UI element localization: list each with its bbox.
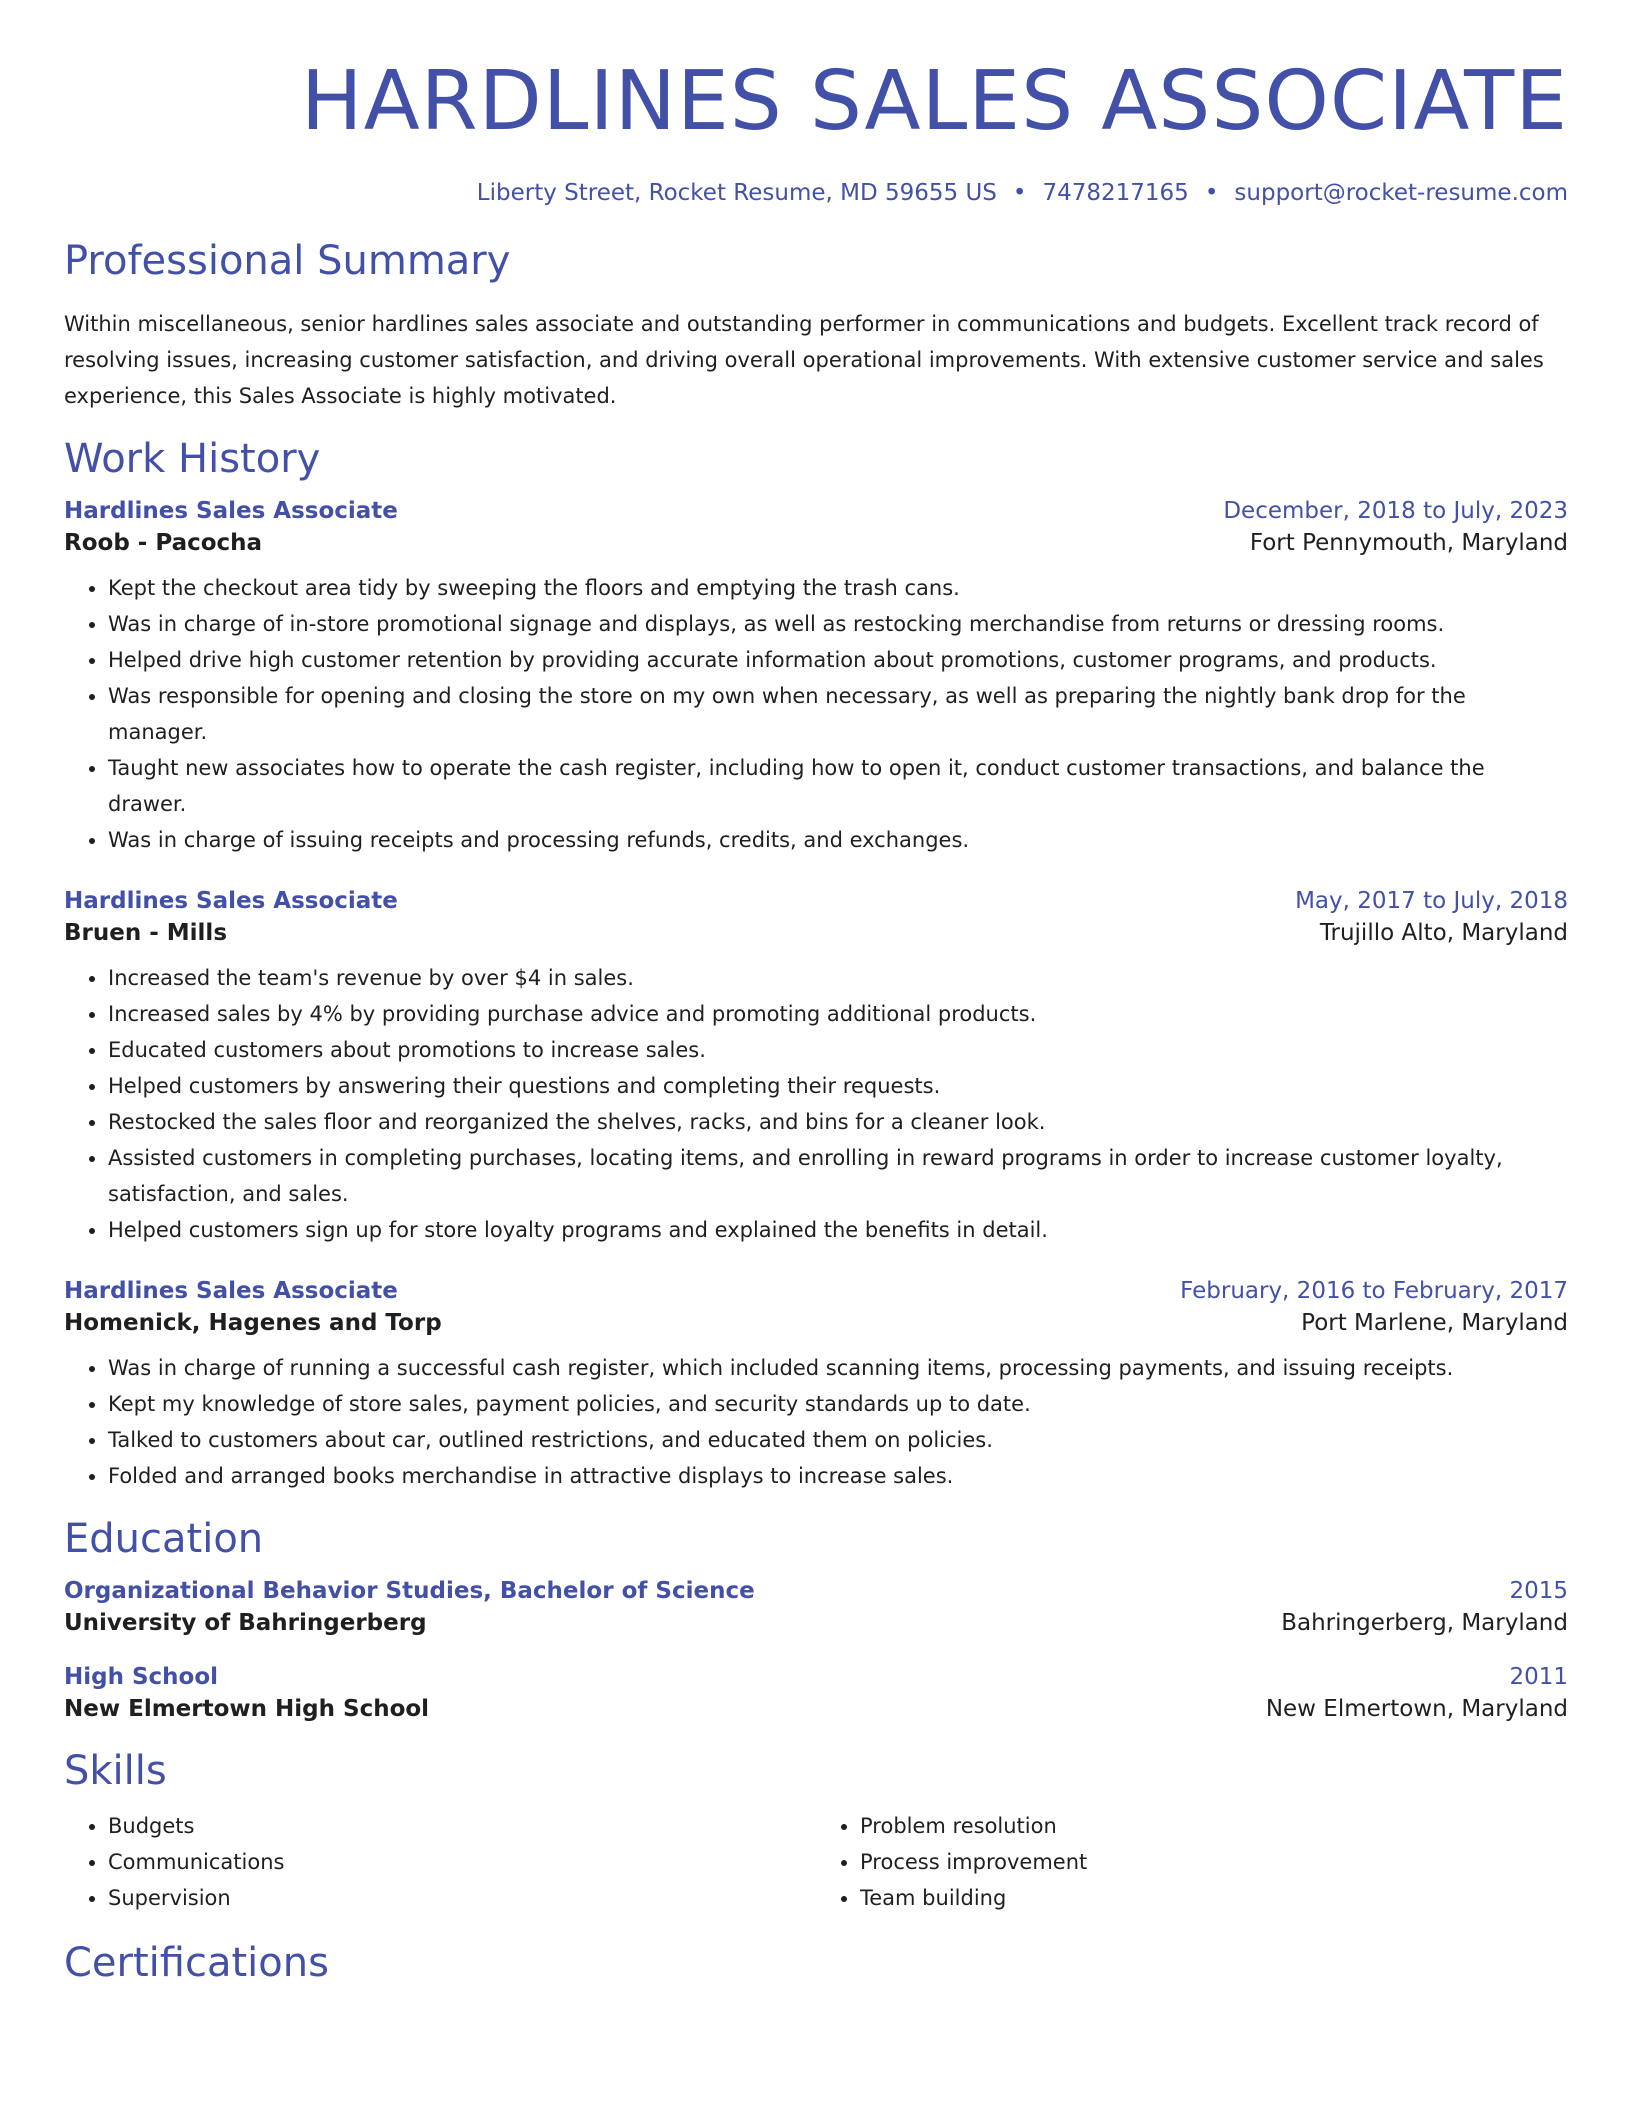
job-location: Trujillo Alto, Maryland bbox=[1319, 920, 1568, 946]
contact-phone: 7478217165 bbox=[1042, 180, 1189, 206]
education-location: New Elmertown, Maryland bbox=[1265, 1696, 1568, 1722]
job-bullet: • Helped customers by answering their questions and completing their requests. bbox=[108, 1068, 1568, 1104]
skills-columns bbox=[64, 1808, 1568, 1916]
job-bullet: • Restocked the sales floor and reorganized the shelves, racks, and bins for a cleaner look. bbox=[108, 1104, 1568, 1140]
section-title-certifications: Certifications bbox=[64, 1940, 329, 1986]
job-subheader bbox=[64, 1310, 1568, 1336]
education-location: Bahringerberg, Maryland bbox=[1281, 1610, 1568, 1636]
job-subheader bbox=[64, 530, 1568, 556]
section-title-education: Education bbox=[64, 1516, 264, 1562]
job-header bbox=[64, 888, 1568, 914]
skills-list-left bbox=[64, 1808, 816, 1916]
skill-item: • Budgets bbox=[108, 1808, 816, 1844]
section-title-summary: Professional Summary bbox=[64, 238, 511, 284]
job-title: Hardlines Sales Associate bbox=[64, 888, 398, 914]
education-header bbox=[64, 1664, 1568, 1690]
education-subheader bbox=[64, 1696, 1568, 1722]
skills-section bbox=[64, 1746, 1568, 1916]
job-bullet: • Assisted customers in completing purchases, locating items, and enrolling in reward programs in order to increase customer loyalty, satisfaction, and sales. bbox=[108, 1140, 1568, 1212]
skill-item: • Supervision bbox=[108, 1880, 816, 1916]
job-entry bbox=[64, 888, 1568, 1248]
skill-item: • Communications bbox=[108, 1844, 816, 1880]
job-bullet: • Kept the checkout area tidy by sweeping the floors and emptying the trash cans. bbox=[108, 570, 1568, 606]
job-bullet: • Kept my knowledge of store sales, payment policies, and security standards up to date. bbox=[108, 1386, 1568, 1422]
job-company: Bruen - Mills bbox=[64, 920, 228, 946]
job-bullet: • Taught new associates how to operate the cash register, including how to open it, conduct customer transactions, and balance the drawer. bbox=[108, 750, 1568, 822]
resume-title: HARDLINES SALES ASSOCIATE bbox=[300, 54, 1568, 149]
contact-separator: • bbox=[1204, 180, 1219, 206]
education-entry bbox=[64, 1664, 1568, 1722]
job-title: Hardlines Sales Associate bbox=[64, 1278, 398, 1304]
job-company: Roob - Pacocha bbox=[64, 530, 263, 556]
job-bullet: • Was in charge of issuing receipts and processing refunds, credits, and exchanges. bbox=[108, 822, 1568, 858]
education-school: New Elmertown High School bbox=[64, 1696, 430, 1722]
job-bullet: • Increased sales by 4% by providing purchase advice and promoting additional products. bbox=[108, 996, 1568, 1032]
summary-text: Within miscellaneous, senior hardlines sales associate and outstanding performer in communications and budgets. Excellent track record of resolving issues, increasing customer satisfaction, and driving overall operational improvements. With extensive customer service and sales experience, this Sales Associate is highly motivated. bbox=[64, 312, 1544, 408]
job-dates: February, 2016 to February, 2017 bbox=[1180, 1278, 1568, 1304]
job-bullet: • Helped drive high customer retention by providing accurate information about promotions, customer programs, and products. bbox=[108, 642, 1568, 678]
contact-separator: • bbox=[1012, 180, 1027, 206]
job-bullets bbox=[64, 960, 1568, 1248]
skill-item: • Process improvement bbox=[860, 1844, 1568, 1880]
education-degree: High School bbox=[64, 1664, 219, 1690]
job-subheader bbox=[64, 920, 1568, 946]
job-title: Hardlines Sales Associate bbox=[64, 498, 398, 524]
education-school: University of Bahringerberg bbox=[64, 1610, 427, 1636]
education-header bbox=[64, 1578, 1568, 1604]
job-bullets bbox=[64, 570, 1568, 858]
job-location: Port Marlene, Maryland bbox=[1301, 1310, 1568, 1336]
education-year: 2011 bbox=[1509, 1664, 1568, 1690]
job-entry bbox=[64, 1278, 1568, 1494]
job-bullet: • Helped customers sign up for store loyalty programs and explained the benefits in detail. bbox=[108, 1212, 1568, 1248]
section-title-skills: Skills bbox=[64, 1748, 167, 1794]
summary-section bbox=[64, 236, 1568, 414]
contact-line bbox=[64, 178, 1568, 208]
job-bullet: • Increased the team's revenue by over $4 in sales. bbox=[108, 960, 1568, 996]
job-header bbox=[64, 498, 1568, 524]
work-section bbox=[64, 434, 1568, 1494]
job-bullet: • Talked to customers about car, outlined restrictions, and educated them on policies. bbox=[108, 1422, 1568, 1458]
education-entry bbox=[64, 1578, 1568, 1636]
skills-list-right bbox=[816, 1808, 1568, 1916]
education-year: 2015 bbox=[1509, 1578, 1568, 1604]
section-title-work: Work History bbox=[64, 436, 321, 482]
contact-address: Liberty Street, Rocket Resume, MD 59655 US bbox=[476, 180, 997, 206]
education-subheader bbox=[64, 1610, 1568, 1636]
job-bullet: • Was in charge of in-store promotional signage and displays, as well as restocking merchandise from returns or dressing rooms. bbox=[108, 606, 1568, 642]
certifications-section bbox=[64, 1938, 1568, 1988]
job-header bbox=[64, 1278, 1568, 1304]
job-dates: December, 2018 to July, 2023 bbox=[1223, 498, 1568, 524]
job-location: Fort Pennymouth, Maryland bbox=[1249, 530, 1568, 556]
job-bullet: • Folded and arranged books merchandise in attractive displays to increase sales. bbox=[108, 1458, 1568, 1494]
job-bullets bbox=[64, 1350, 1568, 1494]
contact-email[interactable]: support@rocket-resume.com bbox=[1234, 180, 1568, 206]
skill-item: • Problem resolution bbox=[860, 1808, 1568, 1844]
job-bullet: • Was in charge of running a successful cash register, which included scanning items, processing payments, and issuing receipts. bbox=[108, 1350, 1568, 1386]
job-bullet: • Educated customers about promotions to increase sales. bbox=[108, 1032, 1568, 1068]
job-entry bbox=[64, 498, 1568, 858]
education-degree: Organizational Behavior Studies, Bachelor of Science bbox=[64, 1578, 755, 1604]
education-section bbox=[64, 1514, 1568, 1722]
job-bullet: • Was responsible for opening and closing the store on my own when necessary, as well as preparing the nightly bank drop for the manager. bbox=[108, 678, 1568, 750]
job-dates: May, 2017 to July, 2018 bbox=[1295, 888, 1568, 914]
skill-item: • Team building bbox=[860, 1880, 1568, 1916]
job-company: Homenick, Hagenes and Torp bbox=[64, 1310, 442, 1336]
